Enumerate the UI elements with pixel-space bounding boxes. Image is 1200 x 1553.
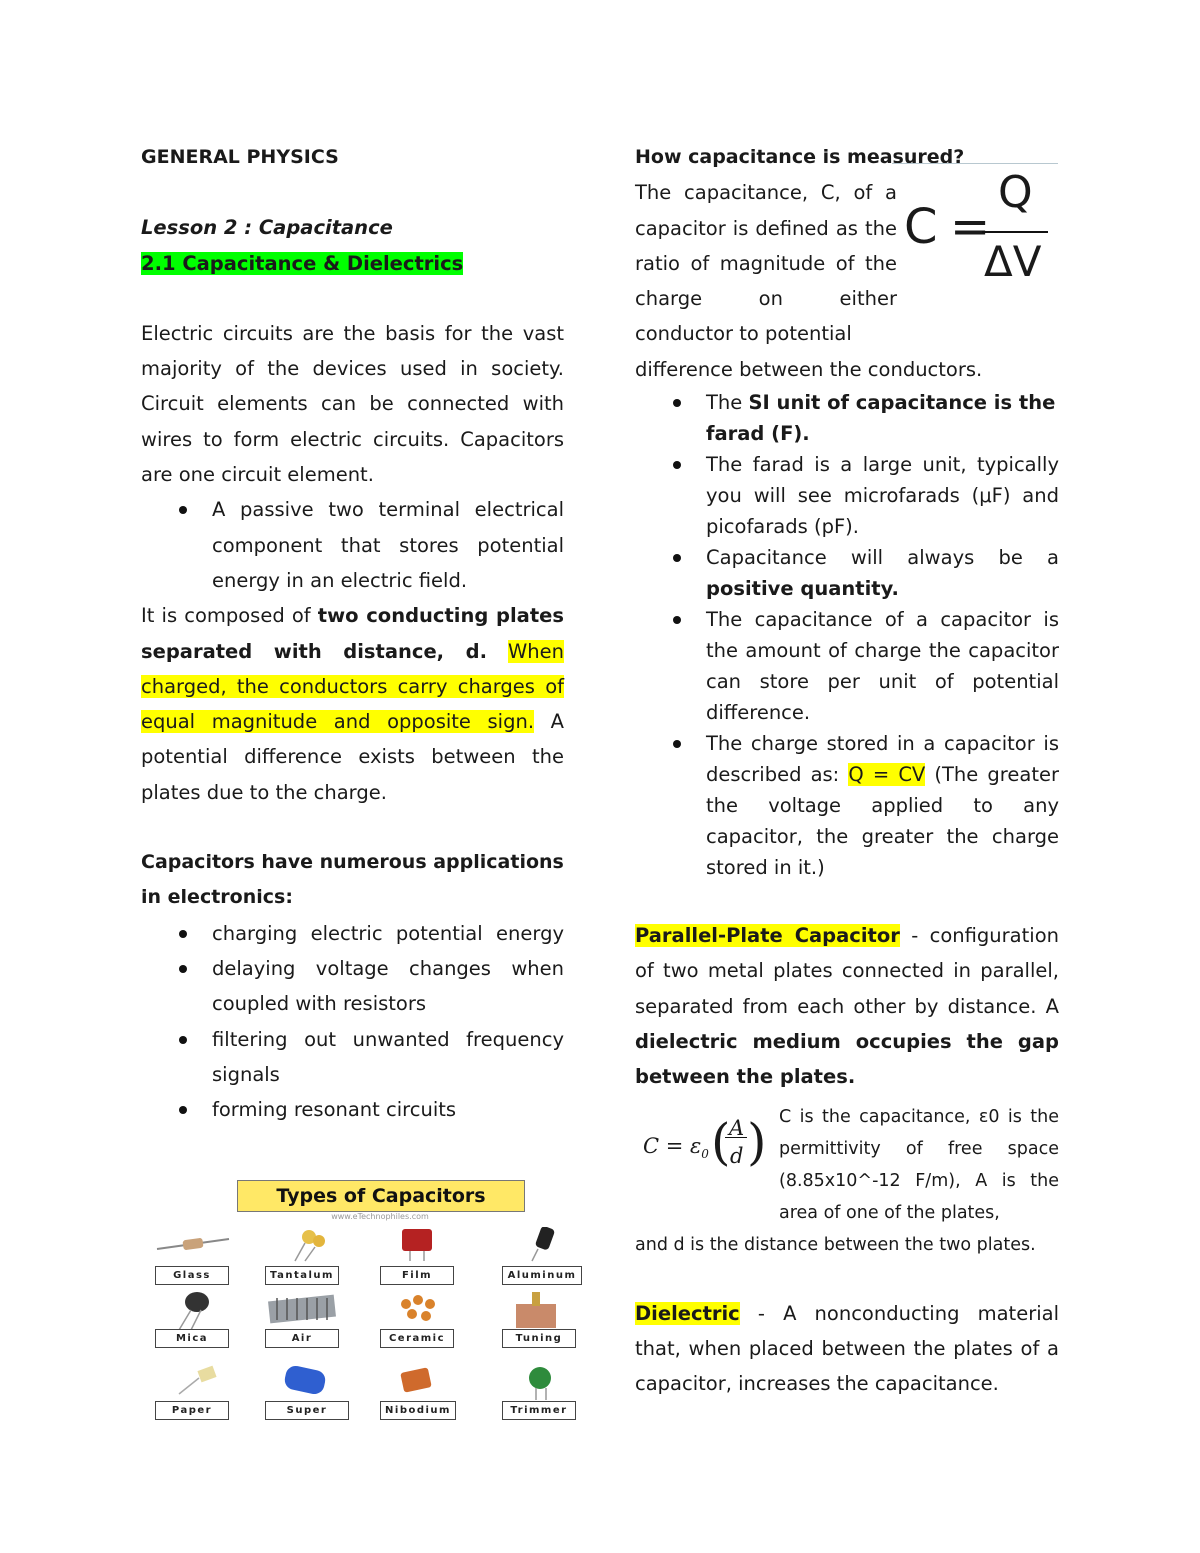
composition-paragraph: It is composed of two conducting plates separated with distance, d. When charged, the conductors carry charges of equal magnitude and opposite sign. A potential difference exists between the plates due to the charge. bbox=[141, 604, 564, 804]
list-item: The SI unit of capacitance is the farad (F). bbox=[635, 387, 1059, 449]
capacitor-film: Film bbox=[380, 1227, 456, 1285]
right-column bbox=[635, 140, 1059, 1401]
tantalum-capacitor-icon bbox=[265, 1227, 341, 1263]
section-title: 2.1 Capacitance & Dielectrics bbox=[141, 251, 464, 275]
capacitance-definition: The capacitance, C, of a capacitor is defined as the ratio of magnitude of the charge on either conductor to potential bbox=[635, 181, 897, 346]
list-item: delaying voltage changes when coupled with resistors bbox=[141, 951, 564, 1022]
capacitance-definition-tail: difference between the conductors. bbox=[635, 357, 983, 381]
tuning-capacitor-icon bbox=[502, 1290, 582, 1332]
mica-capacitor-icon bbox=[155, 1290, 231, 1332]
aluminum-capacitor-icon bbox=[502, 1227, 582, 1263]
list-item: The charge stored in a capacitor is described as: Q = CV (The greater the voltage applied to any capacitor, the greater the charge stored in it.) bbox=[635, 728, 1059, 883]
list-item: A passive two terminal electrical component that stores potential energy in an electric field. bbox=[141, 492, 564, 598]
ceramic-capacitor-icon bbox=[380, 1290, 456, 1332]
list-item: charging electric potential energy bbox=[141, 916, 564, 951]
formula-numerator: Q bbox=[998, 167, 1033, 219]
capacitor-air: Air bbox=[265, 1290, 341, 1348]
list-item: filtering out unwanted frequency signals bbox=[141, 1022, 564, 1093]
capacitor-super: Super bbox=[265, 1362, 341, 1420]
capacitor-aluminum: Aluminum bbox=[502, 1227, 578, 1285]
list-item: Capacitance will always be a positive quantity. bbox=[635, 542, 1059, 604]
capacitor-nibodium: Nibodium bbox=[380, 1362, 456, 1420]
parallel-plate-formula: $C = \varepsilon_0$ ( A d ) bbox=[643, 1112, 767, 1171]
capacitor-types-figure bbox=[150, 1172, 590, 1442]
capacitor-mica: Mica bbox=[155, 1290, 231, 1348]
nibodium-capacitor-icon bbox=[380, 1362, 456, 1402]
figure-title: Types of Capacitors bbox=[237, 1180, 525, 1212]
applications-list bbox=[141, 916, 564, 1128]
measurement-heading: How capacitance is measured? bbox=[635, 146, 965, 168]
capacitor-glass: Glass bbox=[155, 1227, 231, 1285]
formula-description-tail: and d is the distance between the two plates. bbox=[635, 1234, 1036, 1255]
capacitance-facts-list bbox=[635, 387, 1059, 883]
super-capacitor-icon bbox=[265, 1362, 351, 1402]
left-column bbox=[141, 140, 564, 1127]
definition-list bbox=[141, 492, 564, 598]
course-title: GENERAL PHYSICS bbox=[141, 146, 339, 168]
list-item: The capacitance of a capacitor is the amount of charge the capacitor can store per unit of potential difference. bbox=[635, 604, 1059, 728]
formula-denominator: ΔV bbox=[984, 237, 1042, 287]
formula-lhs: C bbox=[904, 199, 938, 256]
lesson-title: Lesson 2 : Capacitance bbox=[141, 216, 393, 240]
applications-heading: Capacitors have numerous applications in electronics: bbox=[141, 851, 564, 909]
capacitor-trimmer: Trimmer bbox=[502, 1362, 578, 1420]
intro-paragraph: Electric circuits are the basis for the vast majority of the devices used in society. Circuit elements can be connected with wires to form electric circuits. Capacitors are one circuit element. bbox=[141, 321, 564, 487]
list-item: forming resonant circuits bbox=[141, 1092, 564, 1127]
parallel-plate-paragraph: Parallel-Plate Capacitor - configuration of two metal plates connected in parallel, separated from each other by distance. A dielectric medium occupies the gap between the plates. bbox=[635, 924, 1059, 1089]
air-capacitor-icon bbox=[265, 1290, 341, 1332]
capacitor-tantalum: Tantalum bbox=[265, 1227, 341, 1285]
glass-capacitor-icon bbox=[155, 1227, 231, 1263]
capacitor-ceramic: Ceramic bbox=[380, 1290, 456, 1348]
capacitance-formula bbox=[894, 163, 1059, 293]
dielectric-paragraph: Dielectric - A nonconducting material that, when placed between the plates of a capacitor, increases the capacitance. bbox=[635, 1301, 1059, 1396]
capacitor-tuning: Tuning bbox=[502, 1290, 578, 1348]
film-capacitor-icon bbox=[380, 1227, 456, 1263]
trimmer-capacitor-icon bbox=[502, 1362, 582, 1402]
figure-source: www.eTechnophiles.com bbox=[331, 1212, 429, 1221]
formula-equals: = bbox=[950, 199, 991, 256]
paper-capacitor-icon bbox=[155, 1362, 231, 1402]
capacitor-paper: Paper bbox=[155, 1362, 231, 1420]
formula-description: C is the capacitance, ε0 is the permittivity of free space (8.85x10^-12 F/m), A is the area of one of the plates, bbox=[779, 1106, 1059, 1223]
list-item: The farad is a large unit, typically you will see microfarads (μF) and picofarads (pF). bbox=[635, 449, 1059, 542]
